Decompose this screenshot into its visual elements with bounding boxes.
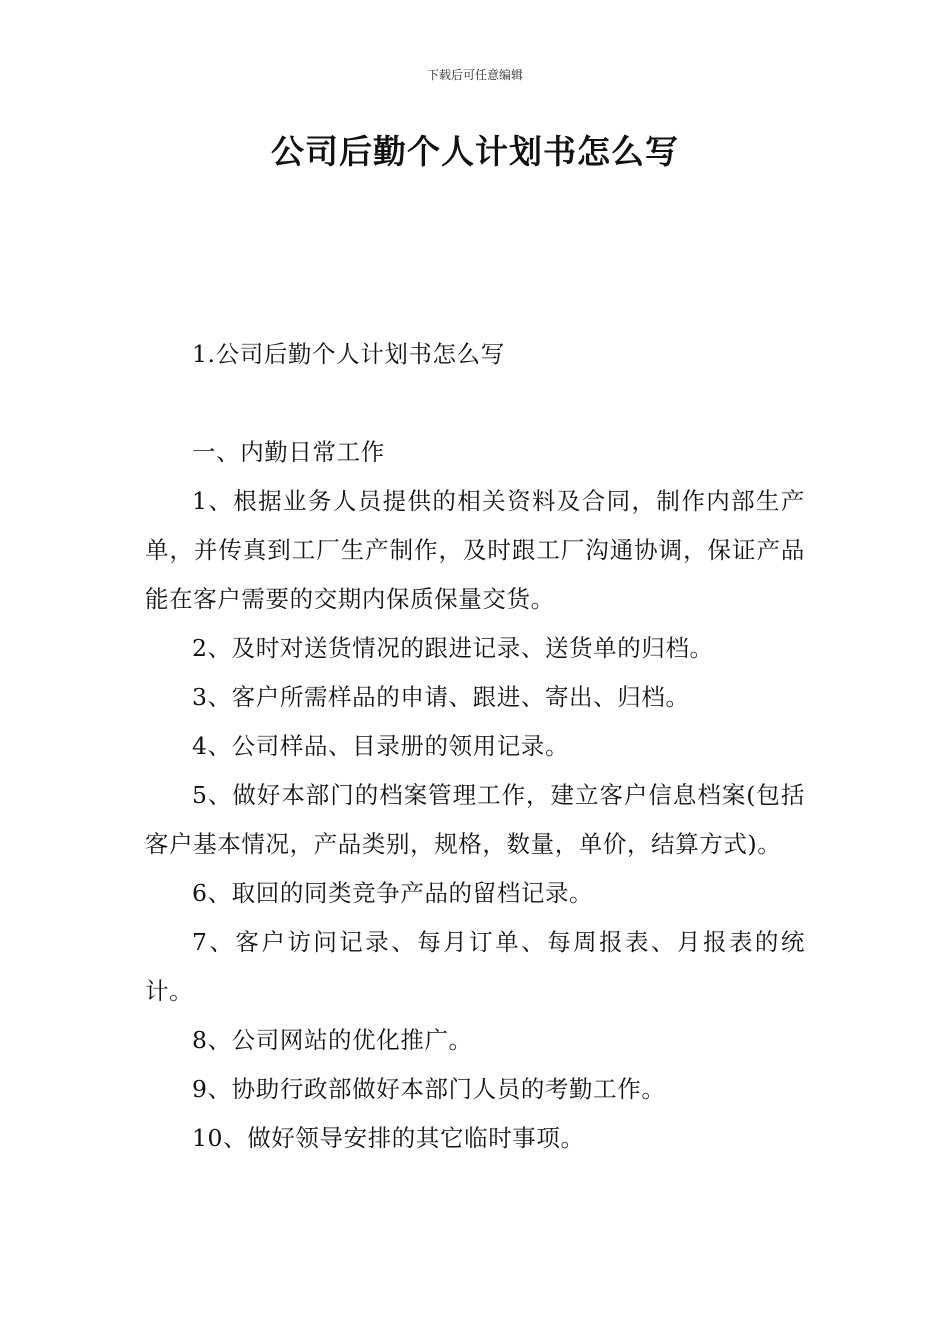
paragraph-item-8: 8、公司网站的优化推广。 <box>192 1026 473 1054</box>
header-note: 下载后可任意编辑 <box>426 68 523 82</box>
document-title: 公司后勤个人计划书怎么写 <box>271 132 679 171</box>
paragraph-item-7: 7、客户访问记录、每月订单、每周报表、月报表的统计。 <box>145 928 805 1005</box>
paragraph-spacer <box>145 379 805 428</box>
paragraph-item-10: 10、做好领导安排的其它临时事项。 <box>192 1124 585 1152</box>
document-body <box>145 330 805 1163</box>
paragraph-item-4: 4、公司样品、目录册的领用记录。 <box>192 732 570 760</box>
subsection-heading: 一、内勤日常工作 <box>192 438 385 466</box>
paragraph-item-1: 1、根据业务人员提供的相关资料及合同，制作内部生产单，并传真到工厂生产制作，及时跟工厂沟通协调，保证产品能在客户需要的交期内保质保量交货。 <box>145 487 805 613</box>
paragraph-item-9: 9、协助行政部做好本部门人员的考勤工作。 <box>192 1075 666 1103</box>
paragraph-item-5: 5、做好本部门的档案管理工作，建立客户信息档案(包括客户基本情况，产品类别，规格，数量，单价，结算方式)。 <box>145 781 805 858</box>
section-heading: 1.公司后勤个人计划书怎么写 <box>192 340 505 368</box>
paragraph-item-6: 6、取回的同类竞争产品的留档记录。 <box>192 879 594 907</box>
paragraph-item-2: 2、及时对送货情况的跟进记录、送货单的归档。 <box>192 634 714 662</box>
paragraph-item-3: 3、客户所需样品的申请、跟进、寄出、归档。 <box>192 683 690 711</box>
